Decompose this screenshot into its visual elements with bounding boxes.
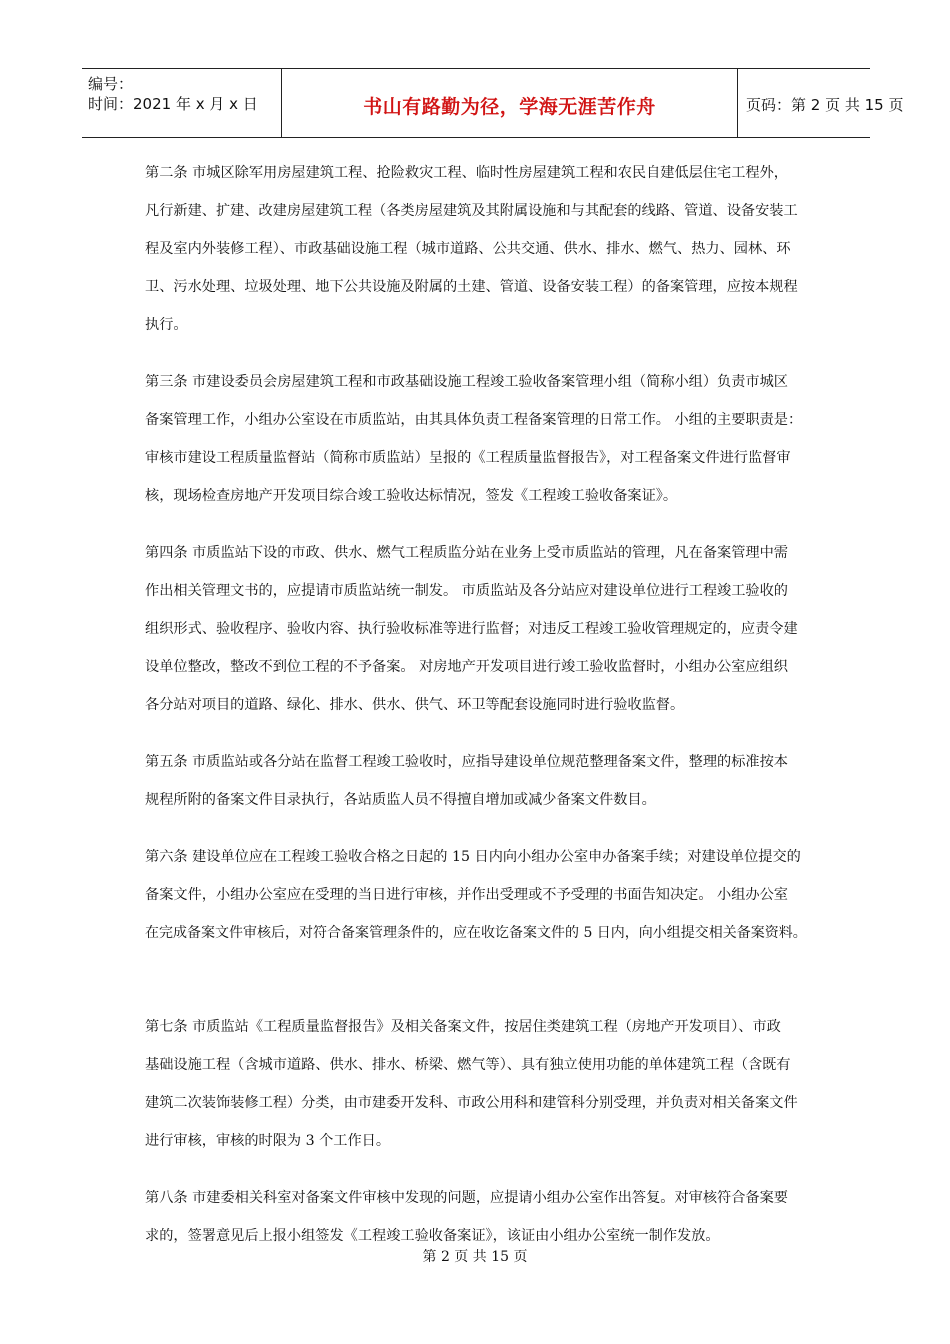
text-line: 第八条 市建委相关科室对备案文件审核中发现的问题，应提请小组办公室作出答复。对审核符合备案要 bbox=[145, 1190, 788, 1206]
text-line: 第七条 市质监站《工程质量监督报告》及相关备案文件，按居住类建筑工程（房地产开发项目）、市政 bbox=[145, 1019, 781, 1035]
text-line: 规程所附的备案文件目录执行，各站质监人员不得擅自增加或减少备案文件数目。 bbox=[145, 792, 656, 808]
article-7 bbox=[145, 1014, 815, 1166]
article-5 bbox=[145, 749, 815, 825]
text-line: 卫、污水处理、垃圾处理、地下公共设施及附属的土建、管道、设备安装工程）的备案管理，应按本规程 bbox=[145, 279, 798, 295]
text-line: 审核市建设工程质量监督站（简称市质监站）呈报的《工程质量监督报告》，对工程备案文件进行监督审 bbox=[145, 450, 791, 466]
text-line: 备案管理工作，小组办公室设在市质监站，由其具体负责工程备案管理的日常工作。 小组的主要职责是： bbox=[145, 412, 803, 428]
header-motto: 书山有路勤为径，学海无涯苦作舟 bbox=[363, 96, 656, 118]
text-line: 程及室内外装修工程）、市政基础设施工程（城市道路、公共交通、供水、排水、燃气、热力、园林、环 bbox=[145, 241, 791, 257]
article-6 bbox=[145, 844, 815, 958]
text-line: 第五条 市质监站或各分站在监督工程竣工验收时，应指导建设单位规范整理备案文件，整理的标准按本 bbox=[145, 754, 788, 770]
text-line: 求的，签署意见后上报小组签发《工程竣工验收备案证》，该证由小组办公室统一制作发放。 bbox=[145, 1228, 720, 1244]
text-line: 设单位整改，整改不到位工程的不予备案。 对房地产开发项目进行竣工验收监督时，小组办公室应组织 bbox=[145, 659, 788, 675]
text-line: 第二条 市城区除军用房屋建筑工程、抢险救灾工程、临时性房屋建筑工程和农民自建低层住宅工程外， bbox=[145, 165, 788, 181]
header-motto-cell bbox=[282, 69, 738, 137]
document-body bbox=[145, 160, 815, 1280]
text-line: 在完成备案文件审核后，对符合备案管理条件的，应在收讫备案文件的 5 日内，向小组提交相关备案资料。 bbox=[145, 925, 807, 941]
header-info-cell bbox=[82, 69, 282, 137]
article-4 bbox=[145, 540, 815, 730]
text-line: 基础设施工程（含城市道路、供水、排水、桥梁、燃气等）、具有独立使用功能的单体建筑工程（含既有 bbox=[145, 1057, 791, 1073]
text-line: 作出相关管理文书的，应提请市质监站统一制发。 市质监站及各分站应对建设单位进行工程竣工验收的 bbox=[145, 583, 788, 599]
text-line: 进行审核，审核的时限为 3 个工作日。 bbox=[145, 1133, 391, 1149]
document-header bbox=[82, 68, 904, 138]
text-line: 核，现场检查房地产开发项目综合竣工验收达标情况，签发《工程竣工验收备案证》。 bbox=[145, 488, 678, 504]
serial-number-label: 编号： bbox=[88, 75, 134, 93]
header-page-code: 页码：第 2 页 共 15 页 bbox=[746, 96, 904, 114]
text-line: 备案文件，小组办公室应在受理的当日进行审核，并作出受理或不予受理的书面告知决定。 小组办公室 bbox=[145, 887, 788, 903]
text-line: 各分站对项目的道路、绿化、排水、供水、供气、环卫等配套设施同时进行验收监督。 bbox=[145, 697, 685, 713]
text-line: 第三条 市建设委员会房屋建筑工程和市政基础设施工程竣工验收备案管理小组（简称小组）负责市城区 bbox=[145, 374, 788, 390]
header-page-cell bbox=[738, 69, 904, 137]
article-3 bbox=[145, 369, 815, 521]
header-date: 时间：2021 年 x 月 x 日 bbox=[88, 95, 258, 113]
text-line: 建筑二次装饰装修工程）分类，由市建委开发科、市政公用科和建管科分别受理，并负责对相关备案文件 bbox=[145, 1095, 798, 1111]
text-line: 组织形式、验收程序、验收内容、执行验收标准等进行监督；对违反工程竣工验收管理规定的，应责令建 bbox=[145, 621, 798, 637]
text-line: 执行。 bbox=[145, 317, 188, 333]
text-line: 凡行新建、扩建、改建房屋建筑工程（各类房屋建筑及其附属设施和与其配套的线路、管道、设备安装工 bbox=[145, 203, 798, 219]
page-footer: 第 2 页 共 15 页 bbox=[422, 1249, 528, 1265]
text-line: 第四条 市质监站下设的市政、供水、燃气工程质监分站在业务上受市质监站的管理，凡在备案管理中需 bbox=[145, 545, 788, 561]
text-line: 第六条 建设单位应在工程竣工验收合格之日起的 15 日内向小组办公室申办备案手续；对建设单位提交的 bbox=[145, 849, 801, 865]
article-2 bbox=[145, 160, 815, 350]
